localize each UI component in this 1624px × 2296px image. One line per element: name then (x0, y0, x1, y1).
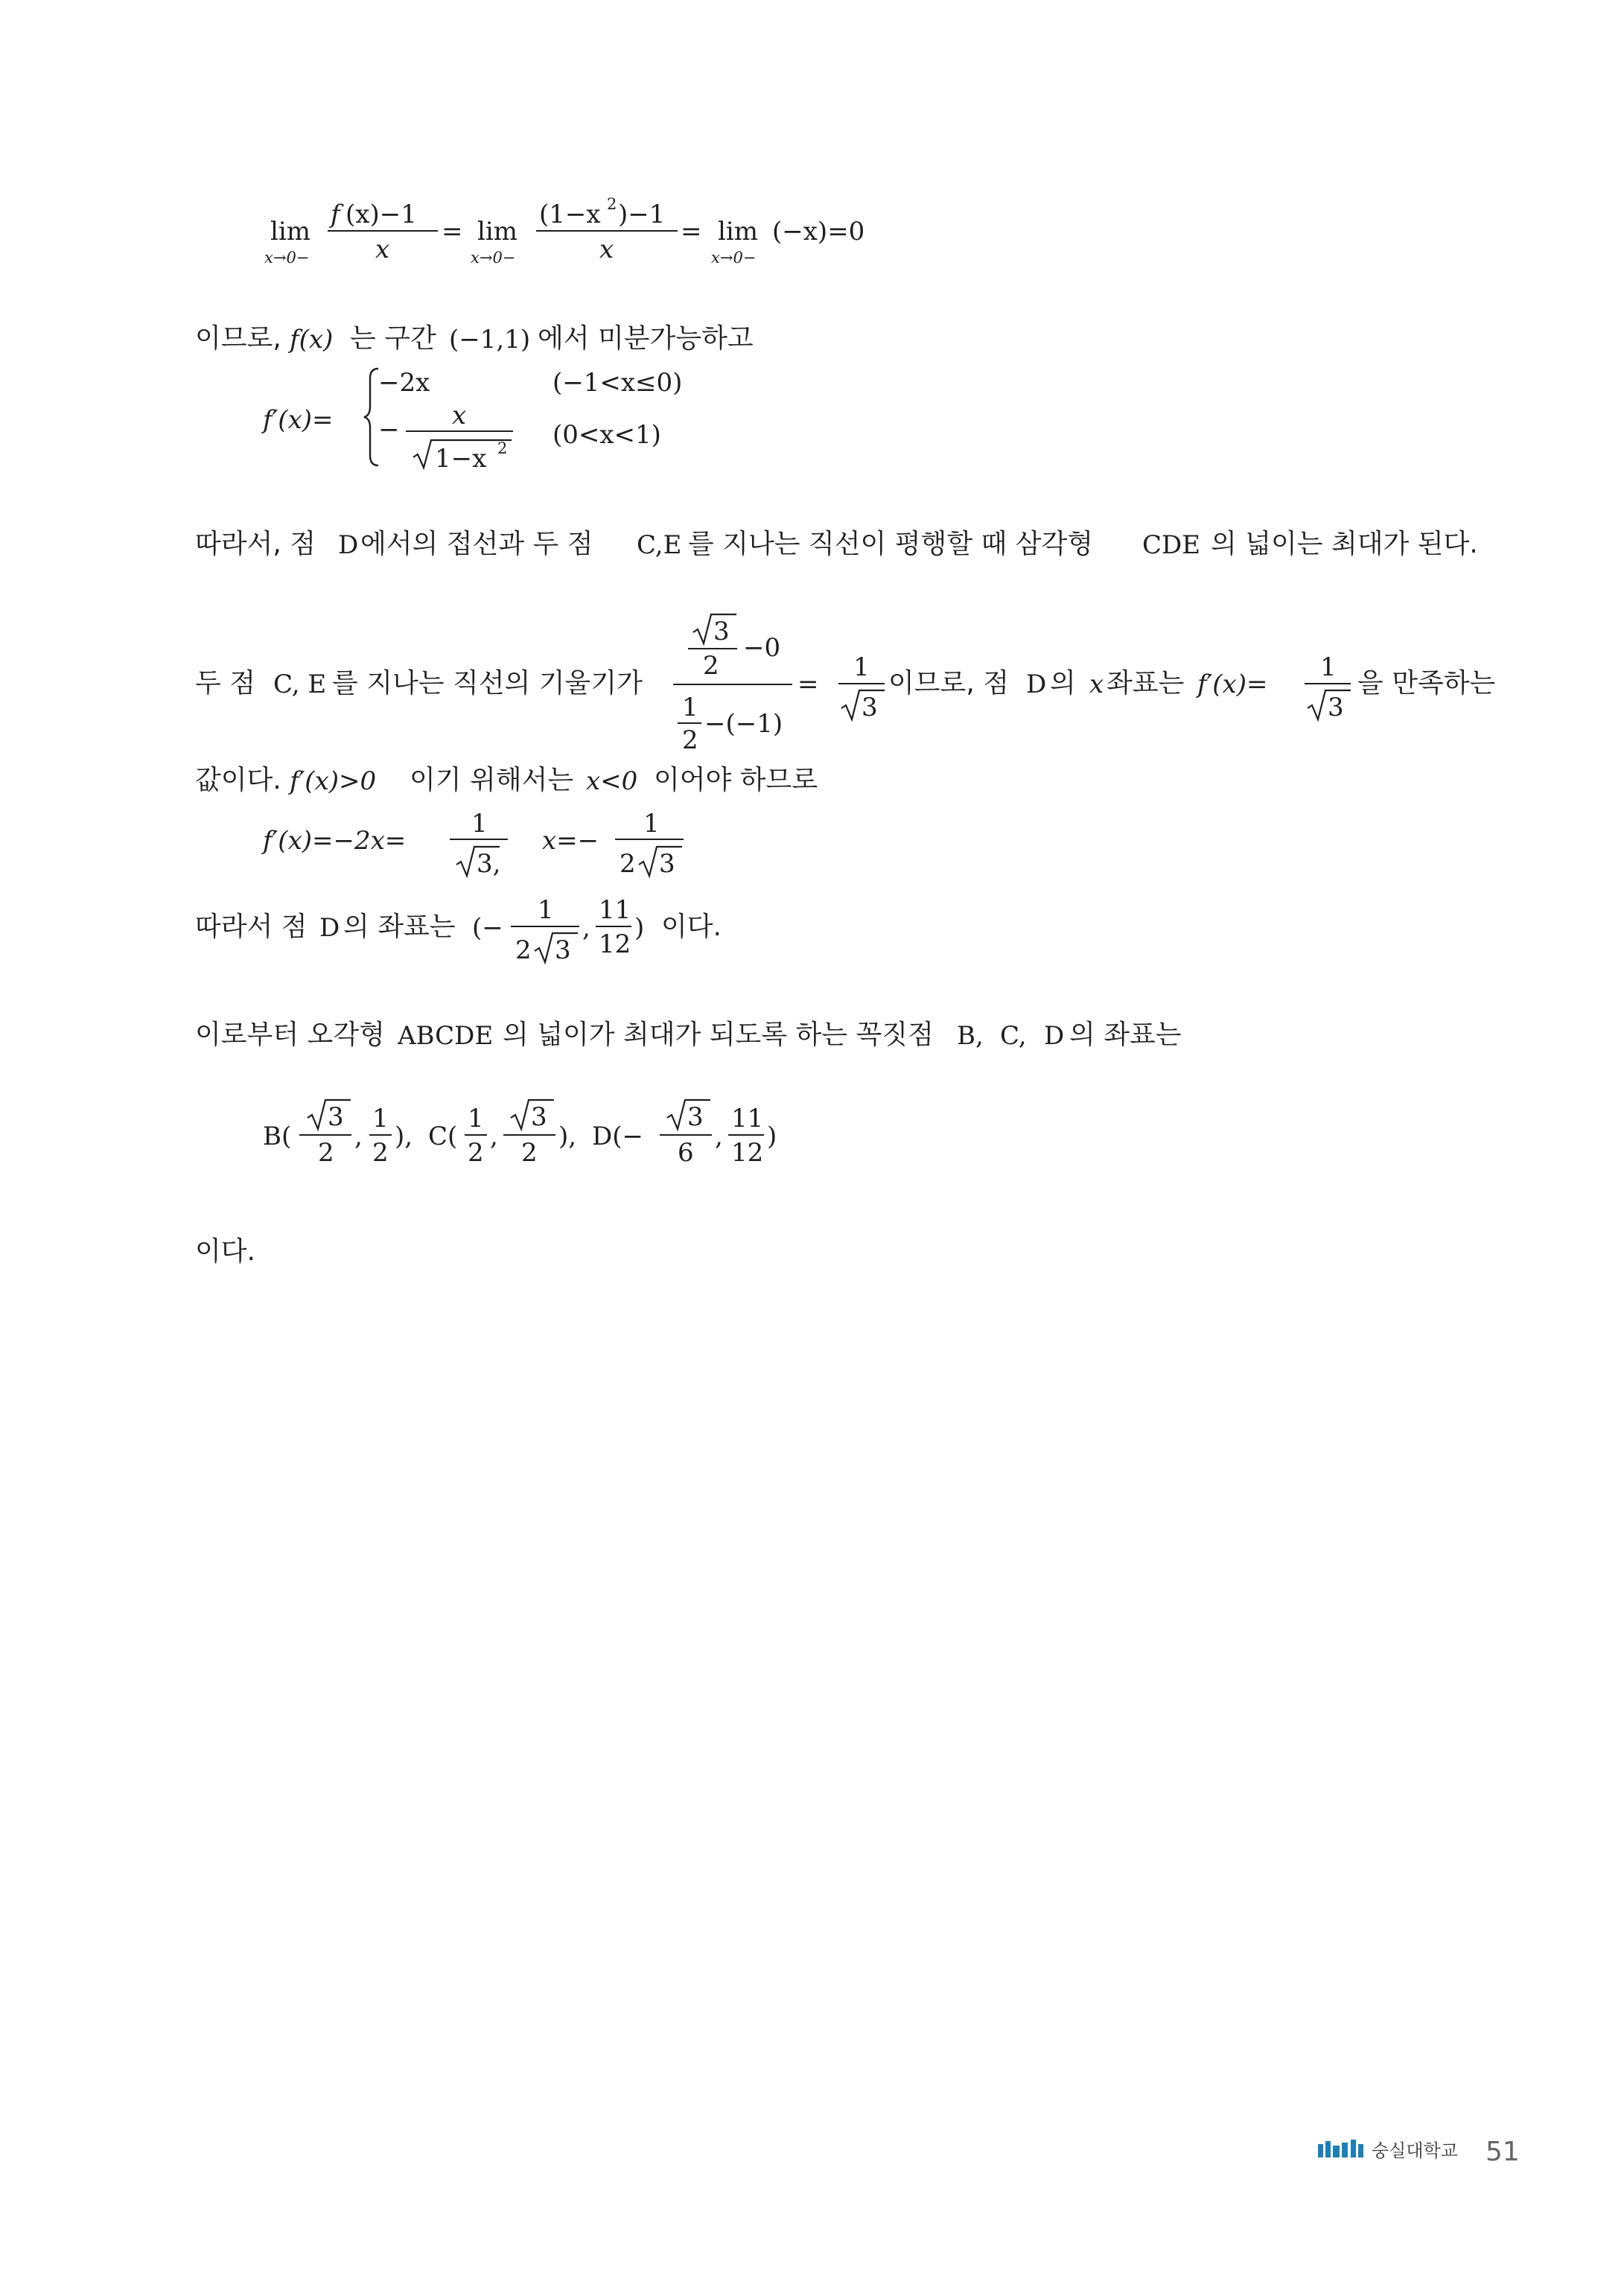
line6-text-a: 따라서 점 (195, 912, 308, 942)
line1-fx: f(x) (290, 325, 334, 354)
line6-pt-d: D (319, 913, 340, 943)
line2-text-c: 를 지나는 직선이 평행할 때 삼각형 (688, 529, 1094, 559)
piecewise-lhs: f′(x)= (263, 405, 334, 435)
line7-b: B, (957, 1021, 984, 1051)
slope-bot-den: 2 (682, 725, 698, 755)
line3-x: x (1089, 670, 1104, 699)
line3-text-d: 의 (1050, 668, 1076, 699)
coord-d-close: ) (767, 1122, 777, 1151)
slope-bot-num: 1 (682, 693, 698, 722)
eq5-num2: 1 (643, 809, 660, 839)
slope-top-den: 2 (703, 651, 719, 681)
line1-text-b: 는 구간 (350, 323, 436, 354)
eq-1: = (442, 217, 463, 247)
frac1-num-f: f (331, 200, 340, 229)
lim-sub-2: x→0− (471, 249, 516, 267)
coord-d-num2: 11 (731, 1104, 764, 1133)
res2-rad: 3 (1328, 693, 1344, 722)
line3-text-a: 두 점 (195, 668, 255, 699)
eq5-rad2: 3 (659, 849, 675, 879)
coord-c-num1: 1 (468, 1104, 484, 1133)
coord-b-close: ), (395, 1122, 413, 1151)
coord-d-den1: 6 (678, 1138, 694, 1168)
coord-d-den2: 12 (731, 1138, 764, 1168)
line2-text-b: 에서의 접선과 두 점 (360, 529, 593, 559)
line4-cond: f′(x)>0 (290, 766, 377, 796)
res2-num: 1 (1320, 652, 1337, 682)
university-name: 숭실대학교 (1372, 2140, 1458, 2161)
coord-b-label: B( (263, 1122, 292, 1151)
coord-c-rad: 3 (531, 1102, 547, 1132)
line2-text-a: 따라서, 점 (195, 529, 316, 559)
case2-num: x (452, 401, 467, 430)
coord-b-den1: 2 (318, 1138, 334, 1168)
line3-text-e: 좌표는 (1106, 668, 1185, 699)
line4-text-c: 이어야 하므로 (654, 765, 818, 795)
lim-1: lim (270, 217, 311, 247)
lim-sub-1: x→0− (264, 249, 310, 267)
line2-text-d: 의 넓이는 최대가 된다. (1211, 529, 1478, 559)
line3-text-f: 을 만족하는 (1357, 668, 1496, 699)
line6-num2: 11 (599, 895, 631, 925)
slope-top-rad: 3 (713, 617, 730, 646)
line4-text-b: 이기 위해서는 (410, 765, 574, 795)
eq5-lhs: f′(x)=−2x= (263, 826, 407, 856)
end-text: 이다. (195, 1236, 255, 1267)
frac2-num-exp: 2 (607, 195, 617, 213)
eq5-num1: 1 (471, 809, 488, 839)
case1-cond: (−1<x≤0) (553, 368, 683, 398)
frac1-num-rest: (x)−1 (346, 200, 417, 229)
line6-close: ) (634, 913, 645, 943)
limit-tail: (−x)=0 (772, 217, 865, 247)
line3-text-b: 를 지나는 직선의 기울기가 (332, 668, 643, 699)
coord-b-rad: 3 (328, 1102, 344, 1132)
lim-3: lim (718, 217, 758, 247)
line7-pent: ABCDE (398, 1021, 494, 1051)
line6-num1: 1 (538, 895, 554, 925)
coord-c-close: ), (558, 1122, 577, 1151)
coord-c-comma: , (490, 1122, 498, 1151)
frac1-den: x (375, 235, 390, 264)
page-number: 51 (1486, 2137, 1520, 2167)
line7-text-a: 이로부터 오각형 (195, 1020, 385, 1050)
coord-c-den2: 2 (521, 1138, 538, 1168)
lim-2: lim (477, 217, 518, 247)
res-num: 1 (853, 652, 870, 682)
res-rad: 3 (862, 693, 878, 722)
slope-bot-minus: −(−1) (704, 709, 783, 739)
eq5-x-eq: x=− (542, 826, 599, 856)
line1-text-c: 에서 미분가능하고 (538, 323, 754, 354)
case2-rad: 1−x (435, 444, 487, 474)
coord-b-num2: 1 (372, 1104, 389, 1133)
university-logo-icon (1318, 2140, 1367, 2162)
line3-pts-ce: C, E (273, 670, 327, 699)
frac2-den: x (599, 235, 614, 264)
eq5-coef2: 2 (620, 849, 636, 879)
line4-text-a: 값이다. (195, 765, 281, 795)
frac2-num-tail: )−1 (618, 200, 666, 229)
line7-text-b: 의 넓이가 최대가 되도록 하는 꼭짓점 (503, 1020, 934, 1050)
line2-tri: CDE (1142, 530, 1201, 560)
coord-d-comma: , (715, 1122, 723, 1151)
case2-cond: (0<x<1) (553, 420, 661, 450)
line7-d: D (1044, 1021, 1065, 1051)
coord-b-den2: 2 (372, 1138, 389, 1168)
line7-text-c: 의 좌표는 (1069, 1020, 1182, 1050)
line6-text-c: 이다. (661, 912, 722, 942)
line1-text-a: 이므로, (195, 323, 281, 354)
line6-coef: 2 (515, 935, 532, 965)
coord-c-label: C( (428, 1122, 458, 1151)
line2-pt-d: D (338, 530, 359, 560)
case2-minus: − (378, 415, 400, 445)
frac2-num: (1−x (539, 200, 601, 229)
coord-b-comma: , (354, 1122, 363, 1151)
line2-pts-ce: C,E (637, 530, 682, 560)
line6-den2: 12 (599, 929, 631, 959)
case2-exp: 2 (497, 439, 508, 457)
line3-pt-d: D (1026, 670, 1047, 699)
coord-d-label: D(− (592, 1122, 644, 1151)
line6-comma: , (582, 913, 590, 943)
eq-2: = (681, 217, 702, 247)
line1-interval: (−1,1) (449, 325, 531, 354)
coord-d-rad: 3 (687, 1102, 704, 1132)
lim-sub-3: x→0− (711, 249, 757, 267)
line4-cond2: x<0 (586, 766, 638, 796)
line6-text-b: 의 좌표는 (343, 912, 456, 942)
line6-rad: 3 (555, 935, 571, 965)
slope-top-minus: −0 (743, 633, 781, 663)
eq5-rad1: 3, (477, 849, 501, 879)
case1-expr: −2x (378, 368, 430, 398)
line3-text-c: 이므로, 점 (888, 668, 1009, 699)
line7-c: C, (1000, 1021, 1027, 1051)
line3-fprime: f′(x)= (1197, 670, 1268, 699)
slope-eq: = (797, 670, 819, 699)
line6-open: (− (472, 913, 503, 943)
coord-c-den1: 2 (468, 1138, 484, 1168)
